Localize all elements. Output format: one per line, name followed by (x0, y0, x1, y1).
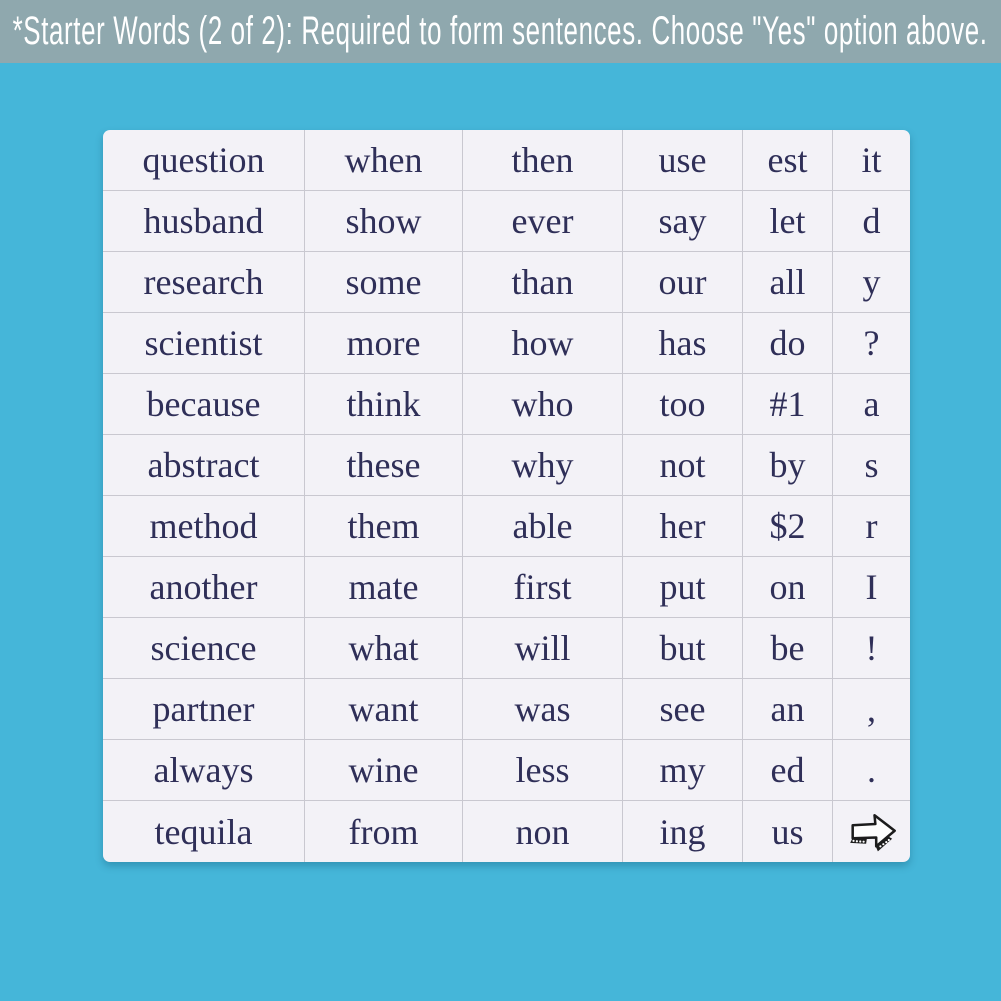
word-tile: a (833, 374, 910, 435)
word-tile: ? (833, 313, 910, 374)
word-tile: from (305, 801, 463, 862)
word-tile: non (463, 801, 623, 862)
word-tile: my (623, 740, 743, 801)
word-grid (103, 130, 910, 862)
word-tile: d (833, 191, 910, 252)
word-tile: all (743, 252, 833, 313)
word-tile: let (743, 191, 833, 252)
word-tile: science (103, 618, 305, 679)
arrow-right-icon (844, 811, 900, 853)
word-tile: abstract (103, 435, 305, 496)
word-tile: not (623, 435, 743, 496)
caption-banner (0, 0, 1001, 63)
word-tile: how (463, 313, 623, 374)
word-tile: us (743, 801, 833, 862)
word-tile: will (463, 618, 623, 679)
word-tile: method (103, 496, 305, 557)
word-tile: $2 (743, 496, 833, 557)
word-tile: ing (623, 801, 743, 862)
word-tile: less (463, 740, 623, 801)
word-tile: est (743, 130, 833, 191)
word-tile: say (623, 191, 743, 252)
word-tile: always (103, 740, 305, 801)
word-tile: #1 (743, 374, 833, 435)
word-tile: these (305, 435, 463, 496)
word-tile: it (833, 130, 910, 191)
word-tile: do (743, 313, 833, 374)
word-tile: an (743, 679, 833, 740)
word-tile: when (305, 130, 463, 191)
word-tile: more (305, 313, 463, 374)
word-tile: see (623, 679, 743, 740)
word-tile: tequila (103, 801, 305, 862)
word-tile: but (623, 618, 743, 679)
word-tile: our (623, 252, 743, 313)
word-tile: ever (463, 191, 623, 252)
word-tile: partner (103, 679, 305, 740)
arrow-tile (833, 801, 910, 862)
word-tile: want (305, 679, 463, 740)
word-tile: by (743, 435, 833, 496)
word-tile: research (103, 252, 305, 313)
word-tile: s (833, 435, 910, 496)
word-tile: r (833, 496, 910, 557)
word-tile: than (463, 252, 623, 313)
word-tile: some (305, 252, 463, 313)
word-tile: husband (103, 191, 305, 252)
word-tile: on (743, 557, 833, 618)
word-tile: be (743, 618, 833, 679)
word-tile: scientist (103, 313, 305, 374)
word-tile: them (305, 496, 463, 557)
word-tile: ! (833, 618, 910, 679)
word-tile: what (305, 618, 463, 679)
word-tile: her (623, 496, 743, 557)
word-tile: y (833, 252, 910, 313)
word-tile: was (463, 679, 623, 740)
word-tile: first (463, 557, 623, 618)
word-tile: has (623, 313, 743, 374)
word-tile: I (833, 557, 910, 618)
word-tile: another (103, 557, 305, 618)
word-tile: show (305, 191, 463, 252)
word-tile: put (623, 557, 743, 618)
word-tile: question (103, 130, 305, 191)
word-tile: ed (743, 740, 833, 801)
word-tile: then (463, 130, 623, 191)
caption-banner-text: *Starter Words (2 of 2): Required to form sentences. Choose "Yes" option above. (13, 9, 989, 53)
word-tile: because (103, 374, 305, 435)
word-tile: why (463, 435, 623, 496)
word-tile: mate (305, 557, 463, 618)
word-tile: . (833, 740, 910, 801)
word-tile: use (623, 130, 743, 191)
word-tile: wine (305, 740, 463, 801)
word-tile: able (463, 496, 623, 557)
word-tile: , (833, 679, 910, 740)
word-tile: think (305, 374, 463, 435)
word-tile: who (463, 374, 623, 435)
word-tile: too (623, 374, 743, 435)
